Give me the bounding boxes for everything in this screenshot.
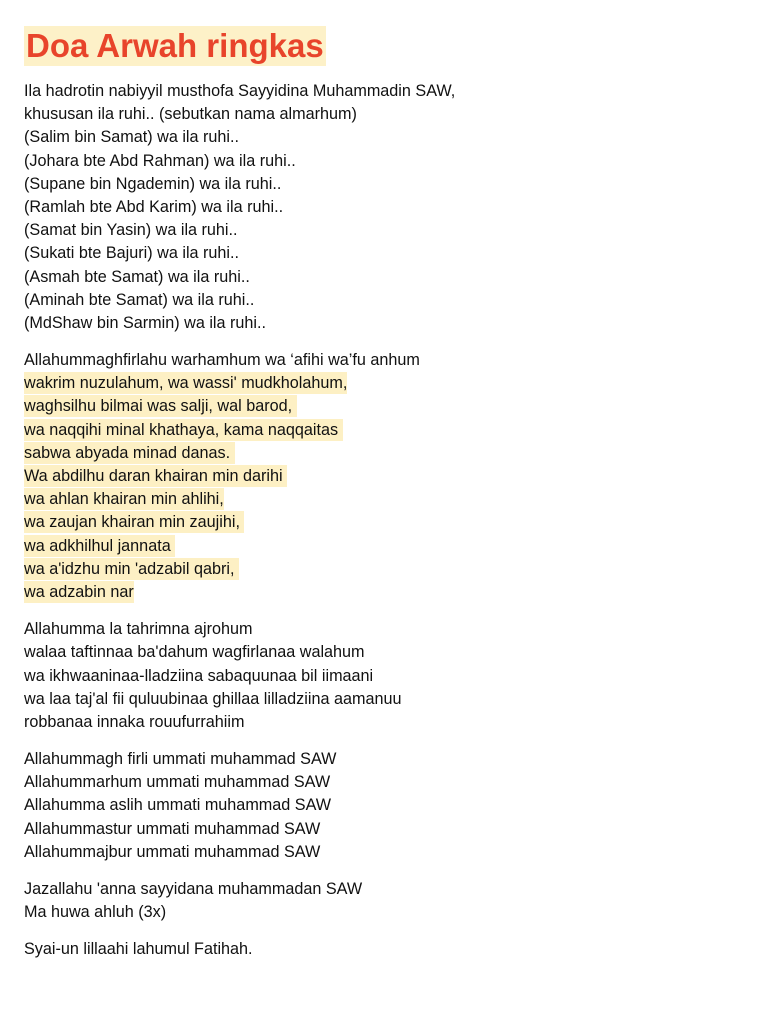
text-line — [24, 219, 744, 242]
text-line — [24, 242, 744, 265]
line-text: Ma huwa ahluh (3x) — [24, 903, 167, 922]
text-line — [24, 442, 744, 465]
highlighted-text: wa a'idzhu min 'adzabil qabri, — [24, 559, 239, 578]
text-line — [24, 748, 744, 771]
highlighted-text: Wa abdilhu daran khairan min darihi — [24, 467, 288, 485]
paragraph-la-tahrimna — [24, 618, 744, 734]
line-text: (Johara bte Abd Rahman) wa ila ruhi.. — [24, 151, 296, 170]
text-line — [24, 312, 744, 335]
text-line — [24, 465, 744, 488]
line-text: Syai-un lillaahi lahumul Fatihah. — [24, 940, 253, 959]
text-line — [24, 80, 744, 103]
text-line — [24, 419, 744, 442]
paragraph-jazallahu — [24, 878, 744, 924]
text-line — [24, 266, 744, 289]
highlighted-text: sabwa abyada minad danas. — [24, 443, 235, 462]
text-line — [24, 618, 744, 641]
document-title: Doa Arwah ringkas — [26, 27, 324, 64]
line-text: wa ikhwaaninaa-lladziina sabaquunaa bil iimaani — [24, 666, 374, 685]
text-line — [24, 372, 744, 395]
line-text: Allahumma aslih ummati muhammad SAW — [24, 796, 332, 815]
line-text: robbanaa innaka rouufurrahiim — [24, 712, 245, 731]
paragraph-ummati-muhammad — [24, 748, 744, 864]
line-text: (Sukati bte Bajuri) wa ila ruhi.. — [24, 244, 240, 263]
paragraph-intro — [24, 80, 744, 335]
line-text: (Asmah bte Samat) wa ila ruhi.. — [24, 267, 250, 286]
text-line — [24, 103, 744, 126]
highlighted-text: wa adkhilhul jannata — [24, 536, 176, 555]
line-text: (Salim bin Samat) wa ila ruhi.. — [24, 128, 240, 147]
line-text: wa laa taj'al fii quluubinaa ghillaa lilladziina aamanuu — [24, 689, 402, 708]
line-text: Allahumma la tahrimna ajrohum — [24, 620, 253, 639]
text-line — [24, 938, 744, 961]
text-line — [24, 688, 744, 711]
text-line — [24, 349, 744, 372]
line-text: (MdShaw bin Sarmin) wa ila ruhi.. — [24, 313, 266, 332]
text-line — [24, 196, 744, 219]
paragraph-fatihah — [24, 938, 744, 961]
line-text: Allahummajbur ummati muhammad SAW — [24, 842, 321, 861]
line-text: Allahummagh firli ummati muhammad SAW — [24, 750, 337, 769]
line-text: (Samat bin Yasin) wa ila ruhi.. — [24, 221, 238, 240]
text-line — [24, 901, 744, 924]
text-line — [24, 878, 744, 901]
text-line — [24, 150, 744, 173]
document-page — [24, 26, 744, 976]
line-text: Ila hadrotin nabiyyil musthofa Sayyidina Muhammadin SAW, — [24, 82, 456, 100]
document-body — [24, 80, 744, 962]
line-text: Jazallahu 'anna sayyidana muhammadan SAW — [24, 880, 363, 898]
text-line — [24, 289, 744, 312]
text-line — [24, 511, 744, 534]
line-text: (Aminah bte Samat) wa ila ruhi.. — [24, 290, 255, 309]
text-line — [24, 535, 744, 558]
text-line — [24, 173, 744, 196]
text-line — [24, 558, 744, 581]
text-line — [24, 126, 744, 149]
line-text: (Supane bin Ngademin) wa ila ruhi.. — [24, 174, 282, 193]
text-line — [24, 841, 744, 864]
text-line — [24, 395, 744, 418]
text-line — [24, 818, 744, 841]
text-line — [24, 771, 744, 794]
highlighted-text: wa ahlan khairan min ahlihi, — [24, 490, 224, 509]
highlighted-text: wa naqqihi minal khathaya, kama naqqaitas — [24, 420, 343, 439]
text-line — [24, 711, 744, 734]
highlighted-text: wa zaujan khairan min zaujihi, — [24, 513, 245, 532]
line-text: Allahummarhum ummati muhammad SAW — [24, 773, 331, 792]
text-line — [24, 794, 744, 817]
highlighted-text: wakrim nuzulahum, wa wassi' mudkholahum, — [24, 374, 348, 393]
line-text: (Ramlah bte Abd Karim) wa ila ruhi.. — [24, 197, 284, 216]
text-line — [24, 488, 744, 511]
paragraph-allahummaghfirlahu — [24, 349, 744, 604]
line-text: walaa taftinnaa ba'dahum wagfirlanaa walahum — [24, 643, 365, 662]
line-text: Allahummastur ummati muhammad SAW — [24, 819, 321, 838]
text-line — [24, 641, 744, 664]
line-text: khususan ila ruhi.. (sebutkan nama almarhum) — [24, 105, 357, 124]
highlighted-text: wa adzabin nar — [24, 582, 134, 601]
highlighted-text: waghsilhu bilmai was salji, wal barod, — [24, 397, 297, 416]
text-line — [24, 665, 744, 688]
line-text: Allahummaghfirlahu warhamhum wa ‘afihi wa’fu anhum — [24, 351, 420, 370]
text-line — [24, 581, 744, 604]
